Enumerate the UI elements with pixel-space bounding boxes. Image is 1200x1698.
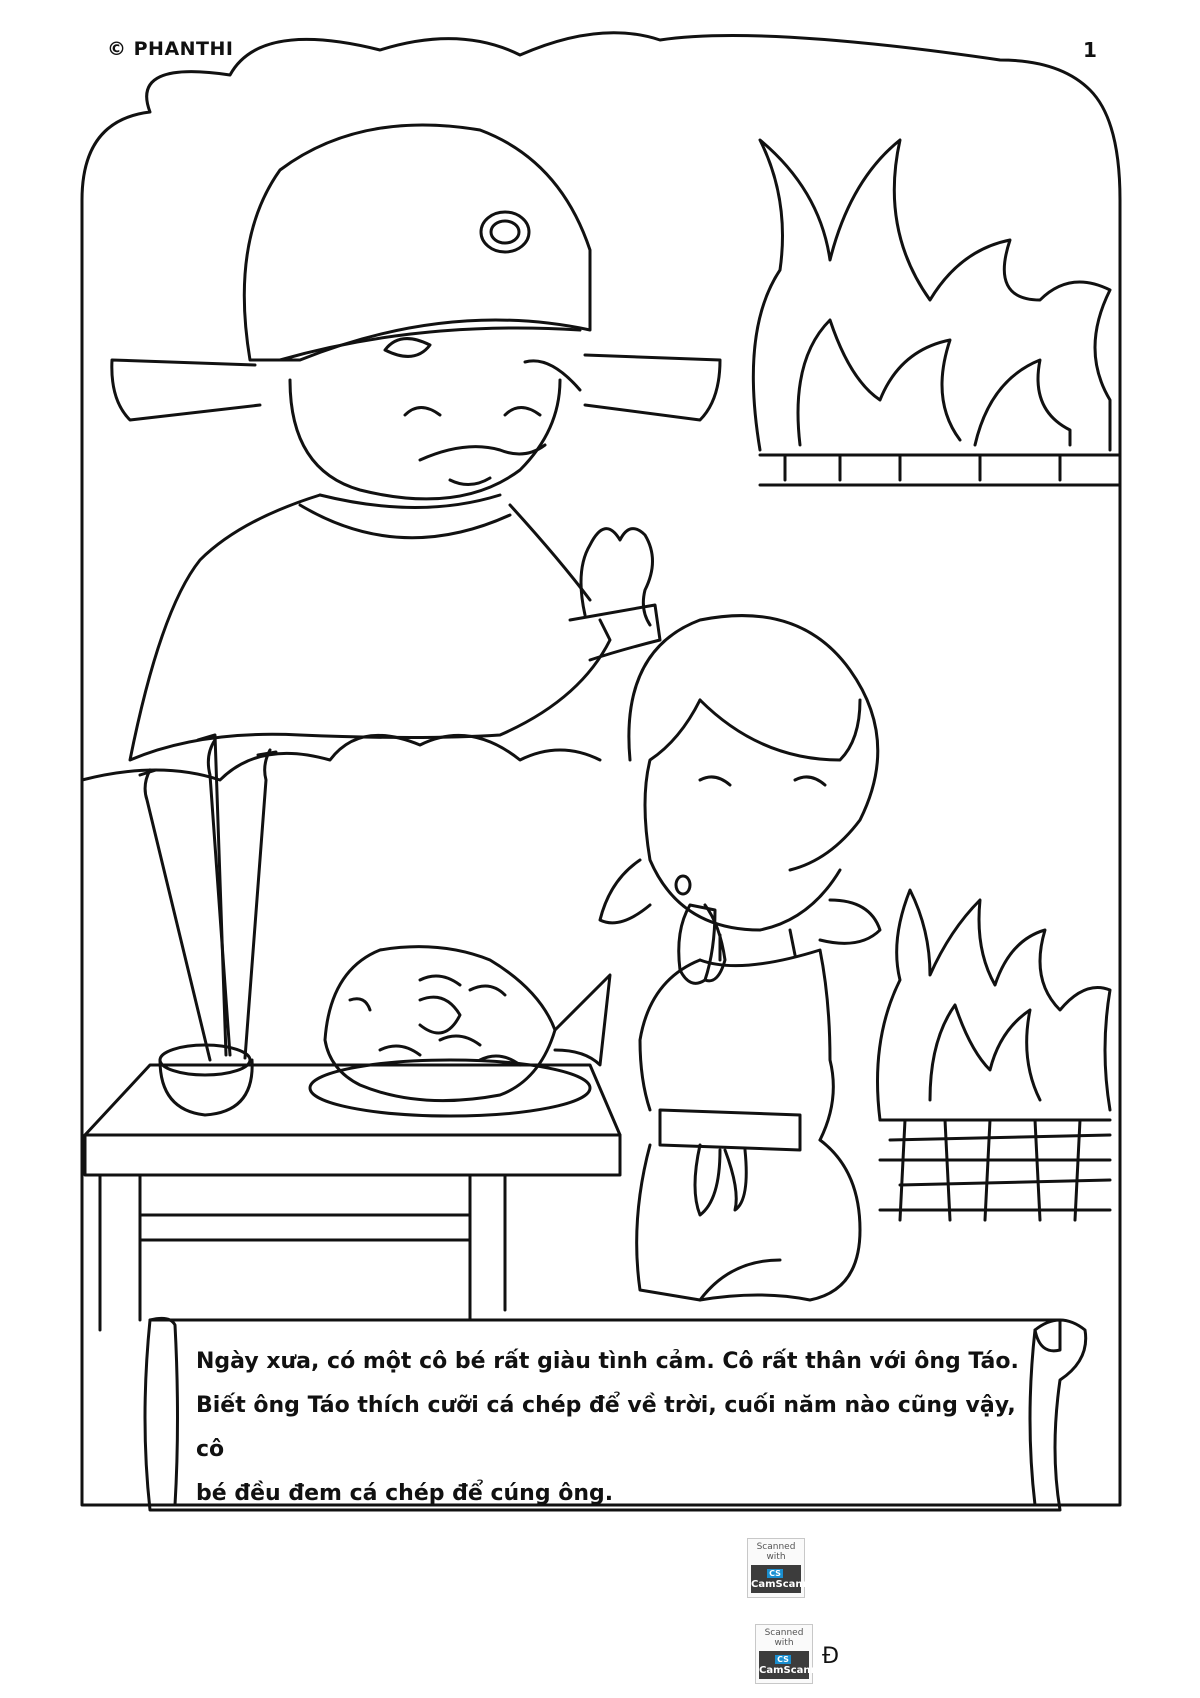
- story-caption: [196, 1340, 1026, 1516]
- fire-icon: [878, 890, 1111, 1120]
- badge-caption: Scanned with: [764, 1628, 804, 1648]
- trailing-character: Đ: [822, 1644, 840, 1669]
- story-line: Biết ông Táo thích cưỡi cá chép để về trời, cuối năm nào cũng vậy, cô: [196, 1393, 1016, 1462]
- altar-table-icon: [85, 1065, 620, 1330]
- badge-caption: Scanned with: [756, 1542, 796, 1562]
- incense-sticks-icon: [140, 735, 276, 1115]
- praying-girl-icon: [600, 616, 880, 1300]
- story-line: Ngày xưa, có một cô bé rất giàu tình cảm. Cô rất thân với ông Táo.: [196, 1349, 1019, 1374]
- badge-brand: [751, 1565, 822, 1593]
- badge-brand-name: CamScanner: [759, 1665, 830, 1676]
- carp-fish-icon: [310, 947, 610, 1116]
- camscanner-badge: [755, 1624, 830, 1684]
- badge-brand: [759, 1651, 830, 1679]
- camscanner-logo-icon: CS: [769, 1569, 781, 1578]
- copyright-label: © PHANTHI: [107, 38, 234, 60]
- badge-brand-name: CamScanner: [751, 1579, 822, 1590]
- page-number: 1: [1083, 38, 1097, 62]
- story-line: bé đều đem cá chép để cúng ông.: [196, 1481, 614, 1506]
- fire-icon: [753, 140, 1110, 450]
- camscanner-badge: [747, 1538, 822, 1598]
- kitchen-god-icon: [112, 125, 720, 760]
- page-frame: [82, 33, 1120, 1505]
- camscanner-logo-icon: CS: [777, 1655, 789, 1664]
